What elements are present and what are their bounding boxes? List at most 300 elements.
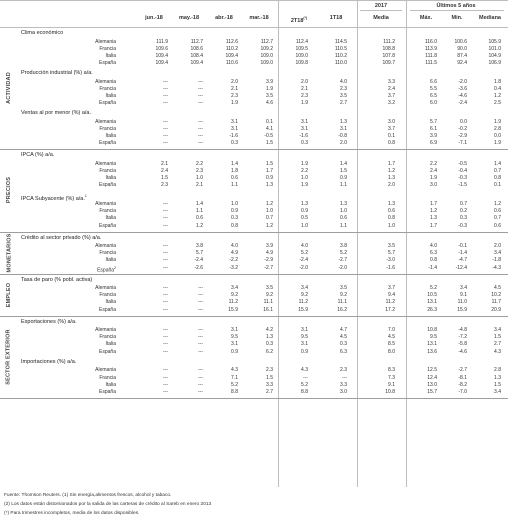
cell-value: 0.3	[231, 215, 238, 222]
cell-value: 2.1	[161, 161, 168, 167]
cell-value: 104.9	[488, 52, 501, 59]
table-row	[0, 46, 508, 53]
cell-value: 109.4	[225, 52, 238, 59]
cell-value: 3.4	[231, 285, 238, 292]
cell-value: 1.2	[494, 201, 501, 208]
cell-value: -1.4	[428, 264, 437, 271]
cell-value: ---	[163, 388, 168, 395]
cell-value: 0.6	[231, 175, 238, 182]
cell-value: 9.5	[301, 334, 308, 341]
cell-value: 11.1	[337, 299, 347, 306]
cell-value: 9.4	[388, 292, 395, 299]
cell-value: 16.2	[337, 306, 347, 313]
cell-value: 0.5	[301, 215, 308, 222]
cell-value: -2.9	[458, 133, 467, 140]
cell-value: 3.7	[388, 285, 395, 292]
cell-value: 15.9	[457, 306, 467, 313]
country-name: Italia	[105, 257, 116, 264]
cell-value: 1.5	[266, 161, 273, 167]
col-header-2t18-note: (*)	[303, 16, 308, 20]
country-name: España	[97, 267, 115, 274]
section-side-label-text: ACTIVIDAD	[6, 72, 12, 105]
cell-value: ---	[163, 292, 168, 299]
table-row	[0, 367, 508, 374]
cell-value: 1.7	[266, 168, 273, 175]
cell-value: -2.6	[194, 264, 203, 271]
cell-value: 2.1	[301, 85, 308, 92]
cell-value: 2.1	[196, 182, 203, 189]
cell-value: ---	[198, 306, 203, 313]
group-title-text: Clima económico	[21, 30, 64, 36]
group-title-text: Producción industrial (%) a/a.	[21, 70, 93, 77]
cell-value: 2.1	[231, 85, 238, 92]
cell-value: 0.3	[460, 215, 467, 222]
cell-value: 3.5	[340, 93, 347, 99]
cell-value: 109.0	[260, 59, 273, 66]
cell-value: 4.0	[231, 243, 238, 250]
table-row	[0, 100, 508, 107]
country-name: España	[99, 182, 116, 189]
cell-value: ---	[163, 381, 168, 388]
cell-value: 4.2	[266, 327, 273, 334]
cell-value: 1.9	[301, 100, 308, 107]
cell-value: 3.1	[301, 126, 308, 133]
cell-value: ---	[163, 334, 168, 341]
cell-value: -7.2	[458, 334, 467, 341]
cell-value: 5.5	[430, 85, 437, 92]
cell-value: 1.5	[266, 374, 273, 381]
country-name: España	[99, 348, 116, 355]
cell-value: 17.2	[385, 306, 395, 313]
col-header-2t18	[285, 15, 313, 24]
cell-value: 0.1	[494, 182, 501, 189]
cell-value: ---	[198, 140, 203, 147]
cell-value: 2.4	[430, 168, 437, 175]
country-name: Alemania	[95, 285, 116, 292]
cell-value: 13.1	[427, 299, 437, 306]
cell-value: -1.4	[458, 250, 467, 257]
cell-value: 3.4	[494, 388, 501, 395]
cell-value: 3.0	[340, 388, 347, 395]
section-side-label	[0, 317, 18, 397]
cell-value: 0.8	[430, 257, 437, 264]
table-row	[0, 133, 508, 140]
cell-value: 9.2	[266, 292, 273, 299]
cell-value: 0.9	[340, 175, 347, 182]
cell-value: 10.5	[427, 292, 437, 299]
cell-value: 1.0	[388, 222, 395, 229]
cell-value: 0.3	[340, 341, 347, 348]
cell-value: 1.7	[388, 161, 395, 167]
cell-value: 92.4	[457, 59, 467, 66]
cell-value: 10.8	[427, 327, 437, 334]
country-name: Francia	[99, 292, 116, 299]
cell-value: 0.3	[266, 341, 273, 348]
cell-value: 8.8	[301, 388, 308, 395]
cell-value: 8.0	[388, 348, 395, 355]
cell-value: 8.8	[231, 388, 238, 395]
cell-value: 2.0	[340, 140, 347, 147]
cell-value: 3.1	[231, 327, 238, 334]
cell-value: ---	[163, 215, 168, 222]
cell-value: -2.9	[264, 257, 273, 264]
table-row	[0, 60, 508, 67]
country-name: España	[99, 140, 116, 147]
header-last-5-years: Últimos 5 años	[436, 3, 476, 9]
cell-value: 0.8	[388, 215, 395, 222]
table-row	[0, 265, 508, 272]
col-header-min: Mín.	[451, 15, 463, 21]
table-row	[0, 39, 508, 46]
section-side-label	[0, 28, 18, 148]
cell-value: ---	[198, 348, 203, 355]
cell-value: 2.0	[231, 78, 238, 85]
cell-value: 9.1	[388, 381, 395, 388]
table-row	[0, 327, 508, 334]
table-row	[0, 53, 508, 60]
cell-value: 7.0	[388, 327, 395, 334]
country-name: Francia	[99, 45, 116, 52]
cell-value: ---	[163, 299, 168, 306]
header-top-rule	[0, 0, 508, 1]
cell-value: 4.5	[340, 334, 347, 341]
cell-value: 0.9	[301, 348, 308, 355]
cell-value: 109.4	[190, 59, 203, 66]
cell-value: 109.2	[260, 45, 273, 52]
cell-value: 0.9	[301, 208, 308, 215]
cell-value: 1.3	[266, 182, 273, 189]
group-title-row	[0, 30, 508, 37]
cell-value: 1.4	[494, 161, 501, 167]
country-name: España	[99, 59, 116, 66]
group-title-text: Ventas al por menor (%) a/a.	[21, 110, 92, 117]
cell-value: 109.0	[260, 52, 273, 59]
table-row	[0, 215, 508, 222]
cell-value: 5.7	[388, 250, 395, 257]
cell-value: 13.1	[427, 341, 437, 348]
cell-value: -8.2	[458, 381, 467, 388]
cell-value: 8.3	[388, 367, 395, 374]
cell-value: 1.5	[494, 381, 501, 388]
cell-value: 1.8	[494, 78, 501, 85]
cell-value: ---	[163, 222, 168, 229]
cell-value: ---	[163, 327, 168, 334]
cell-value: 8.5	[388, 341, 395, 348]
cell-value: 1.3	[266, 334, 273, 341]
cell-value: 4.6	[266, 100, 273, 107]
cell-value: 16.1	[263, 306, 273, 313]
table-row	[0, 119, 508, 126]
country-name: Italia	[105, 133, 116, 140]
cell-value: ---	[198, 126, 203, 133]
cell-value: 2.7	[340, 100, 347, 107]
cell-value: 3.8	[340, 243, 347, 250]
cell-value: ---	[198, 93, 203, 99]
cell-value: -2.0	[299, 264, 308, 271]
cell-value: ---	[163, 208, 168, 215]
country-name: Alemania	[95, 243, 116, 250]
cell-value: 7.1	[231, 374, 238, 381]
cell-value: 9.5	[430, 334, 437, 341]
col-header-may18: may.-18	[178, 15, 200, 21]
cell-value: 1.0	[266, 208, 273, 215]
cell-value: ---	[198, 367, 203, 374]
section-side-label-text: EMPLEO	[6, 282, 12, 307]
table-row	[0, 292, 508, 299]
group-title-text: Tasa de paro (% pobl. activa)	[21, 276, 93, 283]
cell-value: -3.6	[458, 85, 467, 92]
group-title-footnote-mark: 1	[84, 193, 87, 198]
cell-value: 0.6	[494, 208, 501, 215]
cell-value: 1.3	[430, 215, 437, 222]
cell-value: 1.9	[494, 119, 501, 125]
cell-value: ---	[198, 381, 203, 388]
cell-value: 109.4	[155, 59, 168, 66]
cell-value: 2.2	[196, 161, 203, 167]
cell-value: 3.4	[494, 250, 501, 257]
cell-value: 109.6	[155, 45, 168, 52]
cell-value: 4.9	[231, 250, 238, 257]
cell-value: 0.6	[196, 215, 203, 222]
country-name: Alemania	[95, 78, 116, 85]
section-side-label-text: MONETARIOS	[6, 233, 12, 273]
cell-value: -7.1	[458, 140, 467, 147]
country-name: Alemania	[95, 38, 116, 45]
cell-value: 10.2	[491, 292, 501, 299]
footnote-source: Fuente: Thomson Reuters. (1) Sin energía,alimentos frescos, alcohol y tabaco.	[4, 493, 172, 498]
col-header-mediana: Mediana	[478, 15, 501, 21]
section-side-label	[0, 275, 18, 315]
cell-value: 5.2	[301, 381, 308, 388]
cell-value: 114.5	[334, 38, 347, 45]
cell-value: 1.2	[430, 208, 437, 215]
table-row	[0, 375, 508, 382]
cell-value: 1.5	[494, 334, 501, 341]
cell-value: 5.2	[301, 250, 308, 257]
cell-value: 111.9	[156, 38, 168, 45]
country-name: Italia	[105, 299, 116, 306]
cell-value: 1.0	[231, 201, 238, 208]
cell-value: ---	[163, 100, 168, 107]
cell-value: 1.8	[231, 168, 238, 175]
group-title-text: Exportaciones (%) a/a.	[21, 318, 77, 325]
cell-value: 2.8	[494, 367, 501, 374]
cell-value: 6.5	[430, 93, 437, 99]
cell-value: 105.9	[488, 38, 501, 45]
cell-value: 2.5	[494, 100, 501, 107]
cell-value: -1.6	[229, 133, 238, 140]
cell-value: -3.0	[386, 257, 395, 264]
country-name: Italia	[105, 215, 116, 222]
cell-value: 1.5	[266, 140, 273, 147]
cell-value: 7.3	[388, 374, 395, 381]
cell-value: 4.3	[494, 348, 501, 355]
cell-value: -0.5	[264, 133, 273, 140]
section-separator	[0, 316, 508, 317]
cell-value: 1.2	[266, 201, 273, 208]
cell-value: 1.2	[388, 168, 395, 175]
group-title-row	[0, 359, 508, 366]
cell-value: 1.0	[196, 175, 203, 182]
country-name: España	[99, 388, 116, 395]
cell-value: 106.9	[488, 59, 501, 66]
cell-value: ---	[163, 140, 168, 147]
group-title-text: IPCA (%) a/a.	[21, 152, 55, 159]
cell-value: ---	[303, 374, 308, 381]
cell-value: 0.7	[494, 168, 501, 175]
cell-value: -4.8	[458, 327, 467, 334]
cell-value: 2.0	[301, 78, 308, 85]
cell-value: -1.6	[386, 264, 395, 271]
cell-value: ---	[163, 374, 168, 381]
group-title	[21, 30, 201, 37]
cell-value: 0.9	[231, 208, 238, 215]
cell-value: 0.6	[494, 222, 501, 229]
cell-value: 3.5	[266, 285, 273, 292]
cell-value: 4.0	[340, 78, 347, 85]
cell-value: 0.3	[301, 140, 308, 147]
country-name: Alemania	[95, 161, 116, 167]
cell-value: 11.0	[457, 299, 467, 306]
cell-value: 4.0	[430, 243, 437, 250]
cell-value: -2.7	[338, 257, 347, 264]
cell-value: 108.4	[190, 52, 203, 59]
cell-value: 5.7	[430, 119, 437, 125]
cell-value: -1.8	[492, 257, 501, 264]
group-title-row	[0, 70, 508, 77]
country-name: Francia	[99, 334, 116, 341]
cell-value: 109.8	[295, 59, 308, 66]
cell-value: 1.7	[430, 222, 437, 229]
cell-value: 3.7	[388, 93, 395, 99]
group-title	[21, 70, 201, 77]
country-name: Francia	[99, 126, 116, 133]
country-name: Italia	[105, 52, 116, 59]
group-title-row	[0, 319, 508, 326]
table-row	[0, 223, 508, 230]
cell-value: 112.7	[260, 38, 273, 45]
cell-value: 6.0	[430, 100, 437, 107]
cell-value: -0.8	[338, 133, 347, 140]
cell-value: 2.2	[430, 161, 437, 167]
country-name: Italia	[105, 381, 116, 388]
cell-value: 0.9	[266, 175, 273, 182]
cell-value: 112.4	[295, 38, 308, 45]
cell-value: 4.3	[301, 367, 308, 374]
cell-value: 4.3	[231, 367, 238, 374]
cell-value: 11.2	[385, 299, 395, 306]
table-row	[0, 243, 508, 250]
cell-value: 2.3	[340, 367, 347, 374]
cell-value: 0.8	[231, 222, 238, 229]
cell-value: ---	[342, 374, 347, 381]
cell-value: 3.3	[388, 78, 395, 85]
group-title	[21, 152, 201, 159]
cell-value: 110.2	[334, 52, 347, 59]
cell-value: 1.9	[430, 175, 437, 182]
cell-value: 3.9	[430, 133, 437, 140]
cell-value: -2.0	[338, 264, 347, 271]
table-row	[0, 182, 508, 189]
header-year-2017: 2017	[374, 3, 388, 9]
cell-value: 9.5	[231, 334, 238, 341]
country-name: España	[99, 222, 116, 229]
cell-value: 15.7	[427, 388, 437, 395]
cell-value: 111.2	[383, 38, 395, 45]
cell-value: 1.4	[231, 161, 238, 167]
cell-value: ---	[198, 388, 203, 395]
cell-value: ---	[198, 78, 203, 85]
footnote-sareb: (2) Los datos están distorsionados por la salida de las carteras de crédito al Sareb en enero 2013	[4, 502, 212, 507]
cell-value: 101.0	[488, 45, 501, 52]
cell-value: -4.7	[458, 257, 467, 264]
cell-value: 87.4	[457, 52, 467, 59]
cell-value: -2.4	[458, 100, 467, 107]
cell-value: ---	[163, 285, 168, 292]
cell-value: 1.3	[494, 374, 501, 381]
cell-value: 1.3	[340, 119, 347, 125]
cell-value: 3.5	[266, 93, 273, 99]
cell-value: 110.5	[334, 45, 347, 52]
cell-value: 2.0	[388, 182, 395, 189]
cell-value: 3.4	[301, 285, 308, 292]
col-header-1t18: 1T18	[329, 15, 343, 21]
cell-value: 107.8	[382, 52, 395, 59]
col-header-mar18: mar.-18	[249, 15, 269, 21]
cell-value: ---	[163, 306, 168, 313]
cell-value: 0.7	[266, 215, 273, 222]
cell-value: 2.7	[494, 341, 501, 348]
cell-value: 0.7	[494, 215, 501, 222]
country-name: Italia	[105, 175, 116, 182]
cell-value: ---	[163, 201, 168, 208]
cell-value: 0.0	[494, 133, 501, 140]
header-bottom-rule	[0, 27, 508, 28]
cell-value: 6.1	[430, 126, 437, 133]
cell-value: 1.7	[430, 201, 437, 208]
group-title	[21, 277, 201, 284]
cell-value: 5.7	[196, 250, 203, 257]
header-2017-underline	[360, 10, 402, 11]
cell-value: -1.6	[299, 133, 308, 140]
cell-value: -2.2	[229, 257, 238, 264]
cell-value: ---	[198, 327, 203, 334]
section-side-label-text: SECTOR EXTERIOR	[6, 328, 12, 385]
cell-value: 2.4	[388, 85, 395, 92]
cell-value: 3.1	[231, 341, 238, 348]
section-separator	[0, 232, 508, 233]
section-separator	[0, 274, 508, 275]
country-name: Italia	[105, 341, 116, 348]
cell-value: 1.1	[231, 182, 238, 189]
cell-value: 3.1	[301, 119, 308, 125]
cell-value: 116.0	[424, 38, 437, 45]
cell-value: 109.4	[155, 52, 168, 59]
cell-value: 1.0	[340, 208, 347, 215]
cell-value: 11.7	[491, 299, 501, 306]
cell-value: ---	[163, 93, 168, 99]
section-side-label	[0, 233, 18, 273]
cell-value: 9.1	[460, 292, 467, 299]
cell-value: 1.0	[301, 175, 308, 182]
cell-value: 1.1	[340, 222, 347, 229]
group-title-row	[0, 277, 508, 284]
col-header-abr18: abr.-18	[215, 15, 233, 21]
cell-value: 1.5	[161, 175, 168, 182]
group-title-row	[0, 110, 508, 117]
cell-value: -2.0	[458, 78, 467, 85]
cell-value: 110.2	[225, 45, 238, 52]
